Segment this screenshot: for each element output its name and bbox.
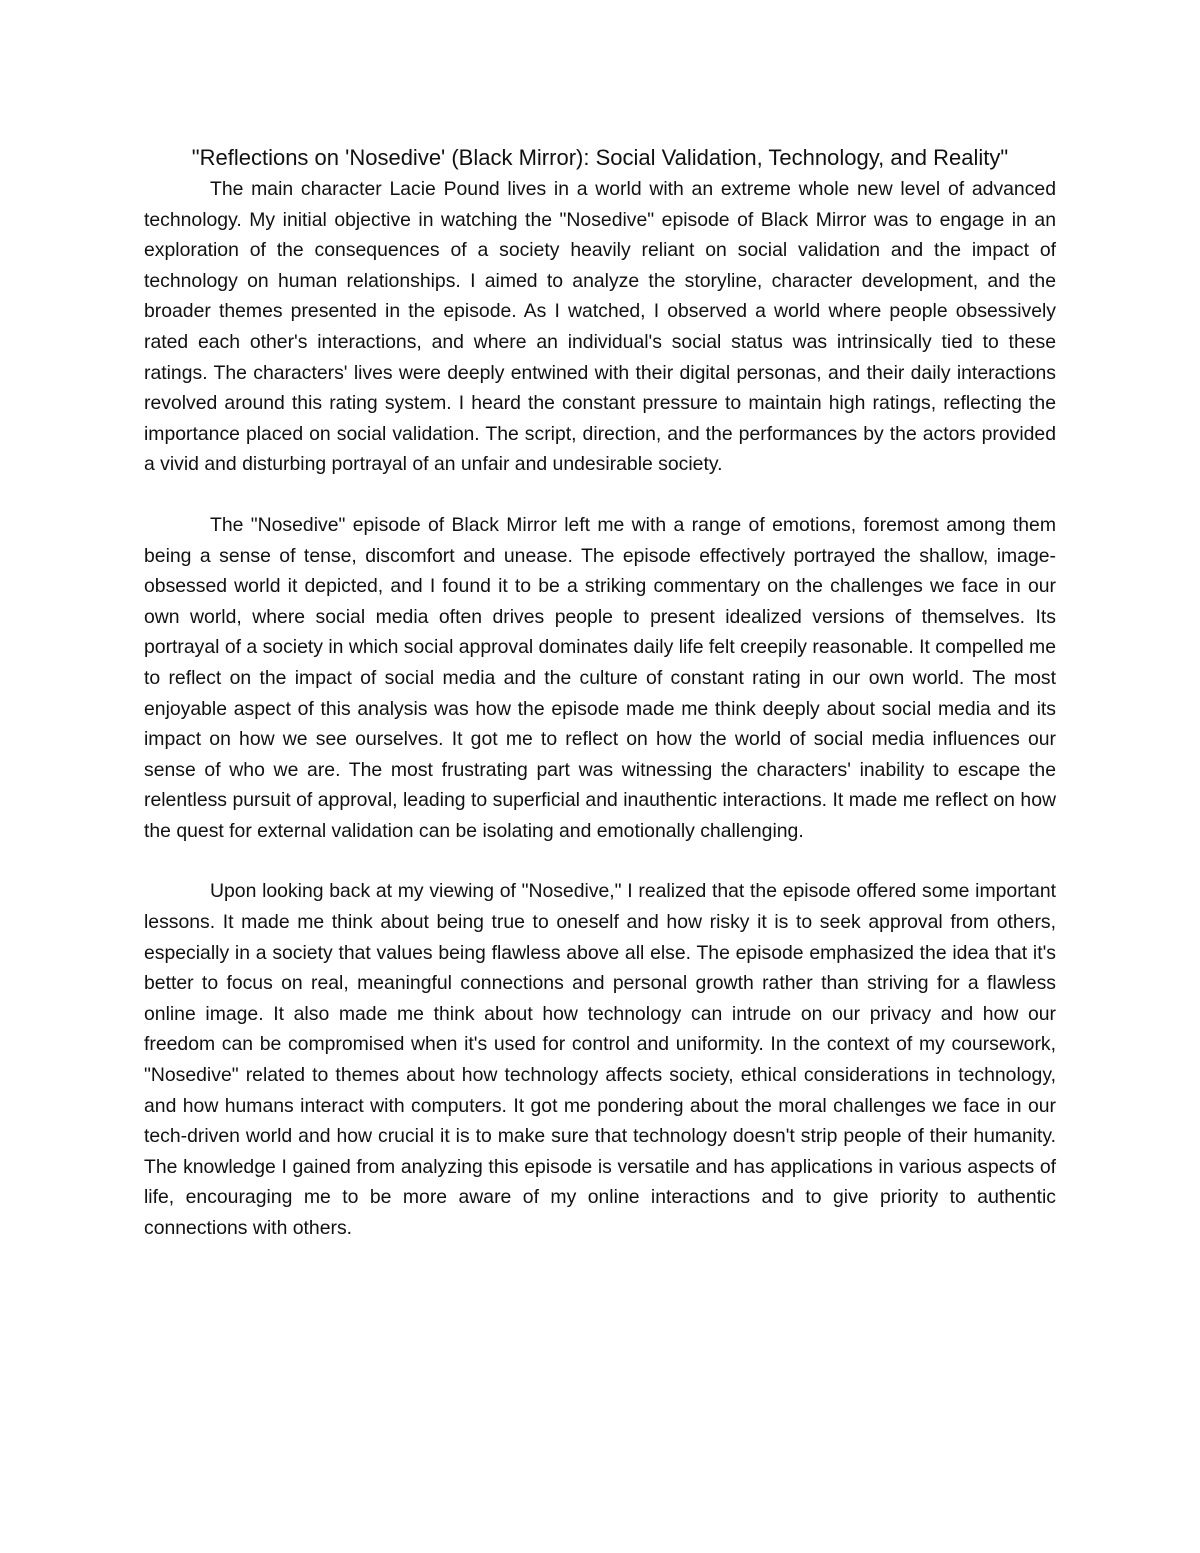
paragraph-2: The "Nosedive" episode of Black Mirror left me with a range of emotions, foremost among them being a sense of tense, discomfort and unease. The episode effectively portrayed the shallow, image-obsessed world it depicted, and I found it to be a striking commentary on the challenges we face in our own world, where social media often drives people to present idealized versions of themselves. Its portrayal of a society in which social approval dominates daily life felt creepily reasonable. It compelled me to reflect on the impact of social media and the culture of constant rating in our own world. The most enjoyable aspect of this analysis was how the episode made me think deeply about social media and its impact on how we see ourselves. It got me to reflect on how the world of social media influences our sense of who we are. The most frustrating part was witnessing the characters' inability to escape the relentless pursuit of approval, leading to superficial and inauthentic interactions. It made me reflect on how the quest for external validation can be isolating and emotionally challenging. xyxy=(144,513,1056,842)
paragraph-3: Upon looking back at my viewing of "Nosedive," I realized that the episode offered some important lessons. It made me think about being true to oneself and how risky it is to seek approval from others, especially in a society that values being flawless above all else. The episode emphasized the idea that it's better to focus on real, meaningful connections and personal growth rather than striving for a flawless online image. It also made me think about how technology can intrude on our privacy and how our freedom can be compromised when it's used for control and uniformity. In the context of my coursework, "Nosedive" related to themes about how technology affects society, ethical considerations in technology, and how humans interact with computers. It got me pondering about the moral challenges we face in our tech-driven world and how crucial it is to make sure that technology doesn't strip people of their humanity. The knowledge I gained from analyzing this episode is versatile and has applications in various aspects of life, encouraging me to be more aware of my online interactions and to give priority to authentic connections with others. xyxy=(144,880,1056,1239)
document-body xyxy=(144,142,1056,1244)
document-title: "Reflections on 'Nosedive' (Black Mirror): Social Validation, Technology, and Reality" xyxy=(191,145,1009,170)
paragraph-1: The main character Lacie Pound lives in a world with an extreme whole new level of advanced technology. My initial objective in watching the "Nosedive" episode of Black Mirror was to engage in an exploration of the consequences of a society heavily reliant on social validation and the impact of technology on human relationships. I aimed to analyze the storyline, character development, and the broader themes presented in the episode. As I watched, I observed a world where people obsessively rated each other's interactions, and where an individual's social status was intrinsically tied to these ratings. The characters' lives were deeply entwined with their digital personas, and their daily interactions revolved around this rating system. I heard the constant pressure to maintain high ratings, reflecting the importance placed on social validation. The script, direction, and the performances by the actors provided a vivid and disturbing portrayal of an unfair and undesirable society. xyxy=(144,178,1056,476)
